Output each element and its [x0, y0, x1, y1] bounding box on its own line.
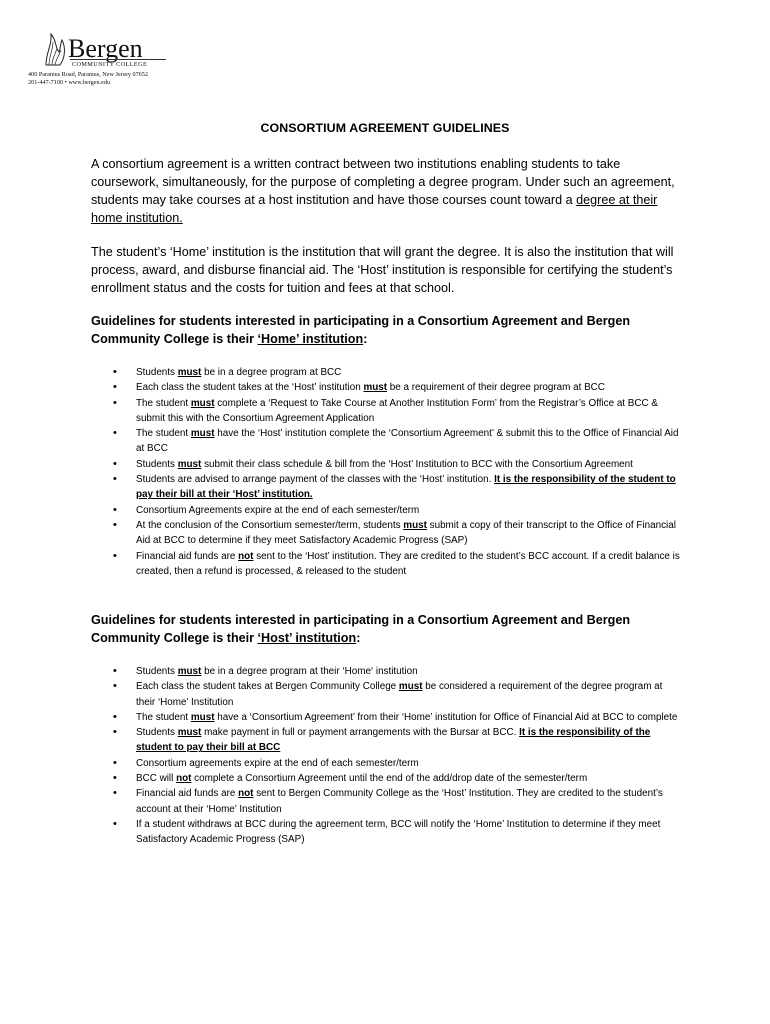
- intro-paragraph: A consortium agreement is a written contract between two institutions enabling students to take coursework, simultaneously, for the purpose of completing a degree program. Under such an agreement, students may take courses at a host institution and have those courses count toward a degree at their home institution.: [91, 157, 675, 225]
- list-item: • Students are advised to arrange payment of the classes with the ‘Host’ institution. It is the responsibility of the student to pay their bill at their ‘Host’ institution.: [91, 472, 681, 503]
- list-item: • Each class the student takes at Bergen Community College must be considered a requirement of the degree program at their ‘Home’ Institution: [91, 679, 681, 710]
- home-institution-heading: Guidelines for students interested in participating in a Consortium Agreement and Bergen Community College is their ‘Home’ institution:: [91, 314, 631, 346]
- list-item: • Financial aid funds are not sent to Bergen Community College as the ‘Host’ Institution. They are credited to the student’s account at their ‘Home’ Institution: [91, 786, 681, 817]
- bergen-flame-logo-icon: [42, 32, 68, 66]
- contact-line: 201-447-7100 • www.bergen.edu: [28, 79, 111, 86]
- logo-rule: [70, 59, 166, 60]
- list-item: • Students must submit their class schedule & bill from the ‘Host’ Institution to BCC with the Consortium Agreement: [91, 457, 681, 472]
- home-guidelines-list: [91, 365, 681, 579]
- list-item: • Consortium agreements expire at the end of each semester/term: [91, 756, 681, 771]
- list-item: • Financial aid funds are not sent to the ‘Host’ institution. They are credited to the student’s BCC account. If a credit balance is created, then a refund is processed, & released to the student: [91, 549, 681, 580]
- home-host-definition-paragraph: The student’s ‘Home’ institution is the institution that will grant the degree. It is also the institution that will process, award, and disburse financial aid. The ‘Host’ institution is responsible for certifying the student’s enrollment status and the costs for tuition and fees at that school.: [91, 245, 674, 295]
- list-item: • The student must have a ‘Consortium Agreement’ from their ‘Home’ institution for Office of Financial Aid at BCC to complete: [91, 710, 681, 725]
- list-item: • Students must be in a degree program at their ‘Home‘ institution: [91, 664, 681, 679]
- list-item: • Students must make payment in full or payment arrangements with the Bursar at BCC. It is the responsibility of the student to pay their bill at BCC: [91, 725, 681, 756]
- list-item: • If a student withdraws at BCC during the agreement term, BCC will notify the ‘Home’ Institution to determine if they meet Satisfactory Academic Progress (SAP): [91, 817, 681, 848]
- logo-subtitle: COMMUNITY COLLEGE: [72, 61, 148, 68]
- logo-wordmark: Bergen: [68, 34, 143, 63]
- letterhead-address: [28, 71, 148, 87]
- list-item: • Consortium Agreements expire at the end of each semester/term: [91, 503, 681, 518]
- list-item: • The student must complete a ‘Request to Take Course at Another Institution Form’ from the Registrar’s Office at BCC & submit this with the Consortium Agreement Application: [91, 396, 681, 427]
- document-title: CONSORTIUM AGREEMENT GUIDELINES: [260, 121, 510, 135]
- address-line: 400 Paramus Road, Paramus, New Jersey 07652: [28, 71, 148, 78]
- list-item: • BCC will not complete a Consortium Agreement until the end of the add/drop date of the semester/term: [91, 771, 681, 786]
- list-item: • The student must have the ‘Host’ institution complete the ‘Consortium Agreement’ & submit this to the Office of Financial Aid at BCC: [91, 426, 681, 457]
- list-item: • Students must be in a degree program at BCC: [91, 365, 681, 380]
- list-item: • Each class the student takes at the ‘Host’ institution must be a requirement of their degree program at BCC: [91, 380, 681, 395]
- host-guidelines-list: [91, 664, 681, 848]
- host-institution-heading: Guidelines for students interested in participating in a Consortium Agreement and Bergen Community College is their ‘Host’ institution:: [91, 613, 631, 645]
- list-item: • At the conclusion of the Consortium semester/term, students must submit a copy of their transcript to the Office of Financial Aid at BCC to determine if they meet Satisfactory Academic Progress (SAP): [91, 518, 681, 549]
